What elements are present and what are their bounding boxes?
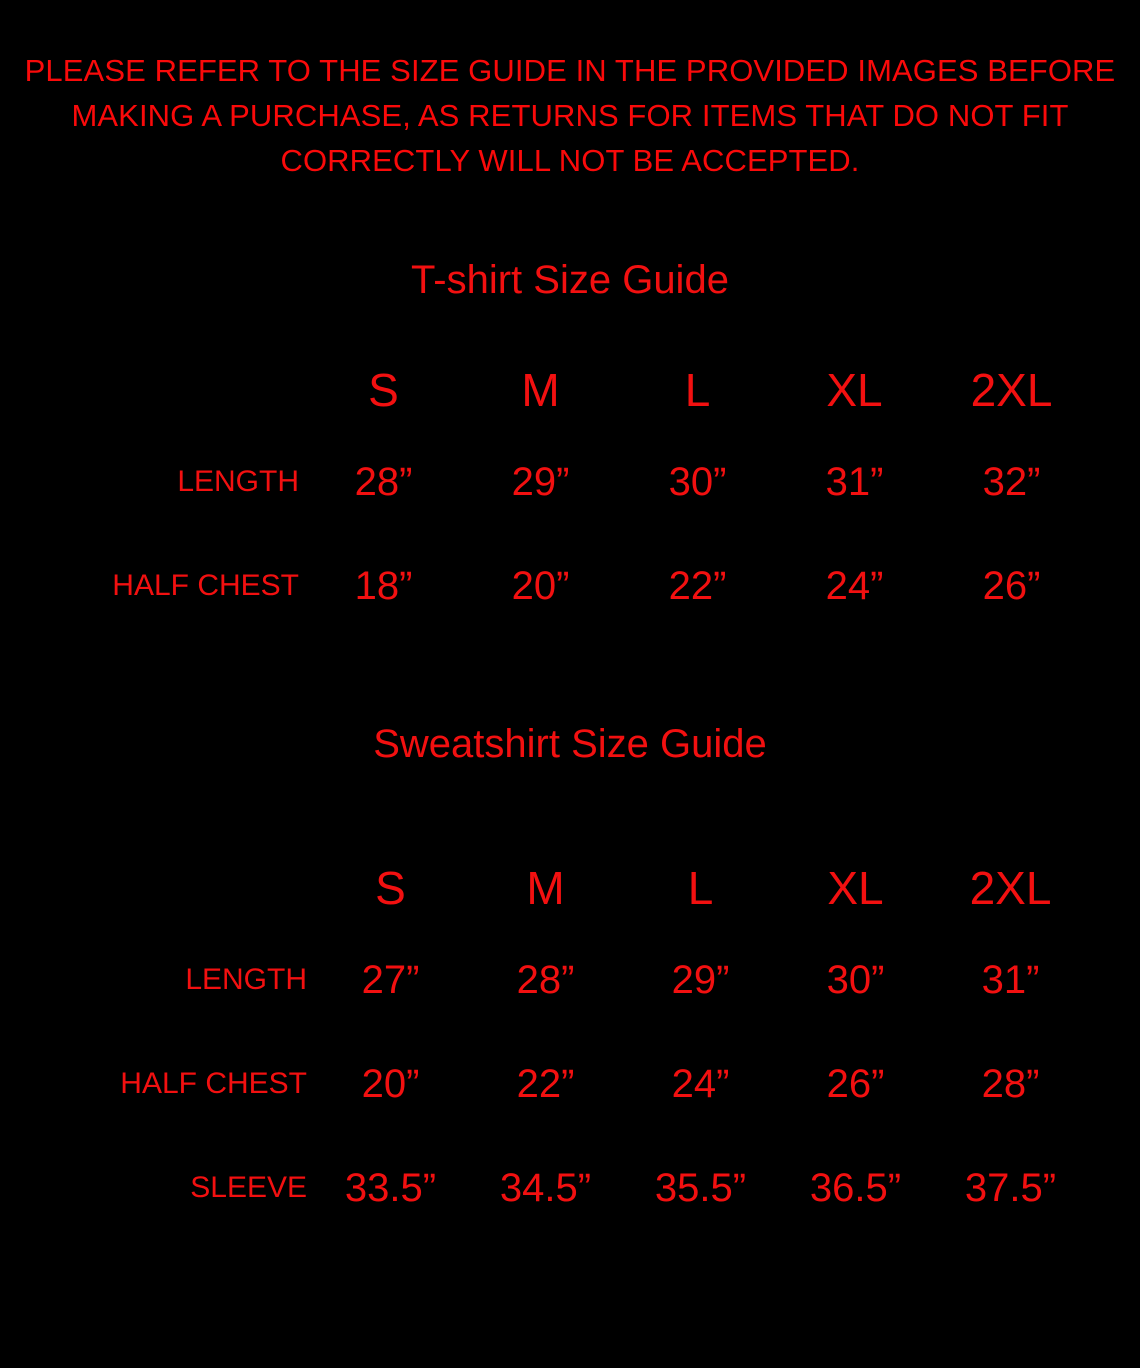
tshirt-half-chest-2xl: 26” <box>982 563 1041 608</box>
tshirt-size-guide-title: T-shirt Size Guide <box>411 258 729 302</box>
tshirt-half-chest-xl: 24” <box>825 563 884 608</box>
tshirt-row-label-half-chest: HALF CHEST <box>112 569 299 602</box>
sweatshirt-size-header-xl: XL <box>827 862 884 914</box>
sweatshirt-sleeve-xl: 36.5” <box>809 1165 902 1210</box>
table-row <box>68 1032 1088 1136</box>
sweatshirt-size-table <box>68 848 1088 1240</box>
tshirt-length-s: 28” <box>354 459 413 504</box>
sweatshirt-half-chest-l: 24” <box>671 1061 730 1106</box>
sweatshirt-sleeve-m: 34.5” <box>499 1165 592 1210</box>
tshirt-size-header-2xl: 2XL <box>970 364 1053 416</box>
table-row <box>60 534 1090 638</box>
sweatshirt-half-chest-2xl: 28” <box>981 1061 1040 1106</box>
returns-notice: PLEASE REFER TO THE SIZE GUIDE IN THE PROVIDED IMAGES BEFORE MAKING A PURCHASE, AS RETURNS FOR ITEMS THAT DO NOT FIT CORRECTLY WILL NOT BE ACCEPTED. <box>24 53 1116 178</box>
tshirt-size-header-l: L <box>684 364 711 416</box>
sweatshirt-length-m: 28” <box>516 957 575 1002</box>
tshirt-half-chest-m: 20” <box>511 563 570 608</box>
tshirt-size-header-xl: XL <box>826 364 883 416</box>
header-corner <box>60 350 305 430</box>
sweatshirt-row-label-half-chest: HALF CHEST <box>120 1067 307 1100</box>
tshirt-size-table <box>60 350 1090 638</box>
sweatshirt-size-header-m: M <box>526 862 565 914</box>
sweatshirt-half-chest-m: 22” <box>516 1061 575 1106</box>
sweatshirt-size-header-l: L <box>687 862 714 914</box>
sweatshirt-size-header-s: S <box>375 862 406 914</box>
sweatshirt-size-header-2xl: 2XL <box>969 862 1052 914</box>
sweatshirt-row-label-sleeve: SLEEVE <box>190 1171 307 1204</box>
sweatshirt-length-l: 29” <box>671 957 730 1002</box>
sweatshirt-half-chest-xl: 26” <box>826 1061 885 1106</box>
tshirt-length-xl: 31” <box>825 459 884 504</box>
table-row <box>60 430 1090 534</box>
header-corner <box>68 848 313 928</box>
sweatshirt-sleeve-2xl: 37.5” <box>964 1165 1057 1210</box>
sweatshirt-length-s: 27” <box>361 957 420 1002</box>
tshirt-half-chest-s: 18” <box>354 563 413 608</box>
table-header-row <box>68 848 1088 928</box>
sweatshirt-sleeve-l: 35.5” <box>654 1165 747 1210</box>
tshirt-length-m: 29” <box>511 459 570 504</box>
sweatshirt-size-guide-title: Sweatshirt Size Guide <box>373 722 767 766</box>
tshirt-half-chest-l: 22” <box>668 563 727 608</box>
tshirt-size-header-m: M <box>521 364 560 416</box>
table-row <box>68 928 1088 1032</box>
tshirt-length-2xl: 32” <box>982 459 1041 504</box>
sweatshirt-sleeve-s: 33.5” <box>344 1165 437 1210</box>
sweatshirt-half-chest-s: 20” <box>361 1061 420 1106</box>
sweatshirt-length-xl: 30” <box>826 957 885 1002</box>
table-row <box>68 1136 1088 1240</box>
tshirt-row-label-length: LENGTH <box>177 465 299 498</box>
tshirt-length-l: 30” <box>668 459 727 504</box>
tshirt-size-header-s: S <box>368 364 399 416</box>
sweatshirt-row-label-length: LENGTH <box>185 963 307 996</box>
table-header-row <box>60 350 1090 430</box>
sweatshirt-length-2xl: 31” <box>981 957 1040 1002</box>
